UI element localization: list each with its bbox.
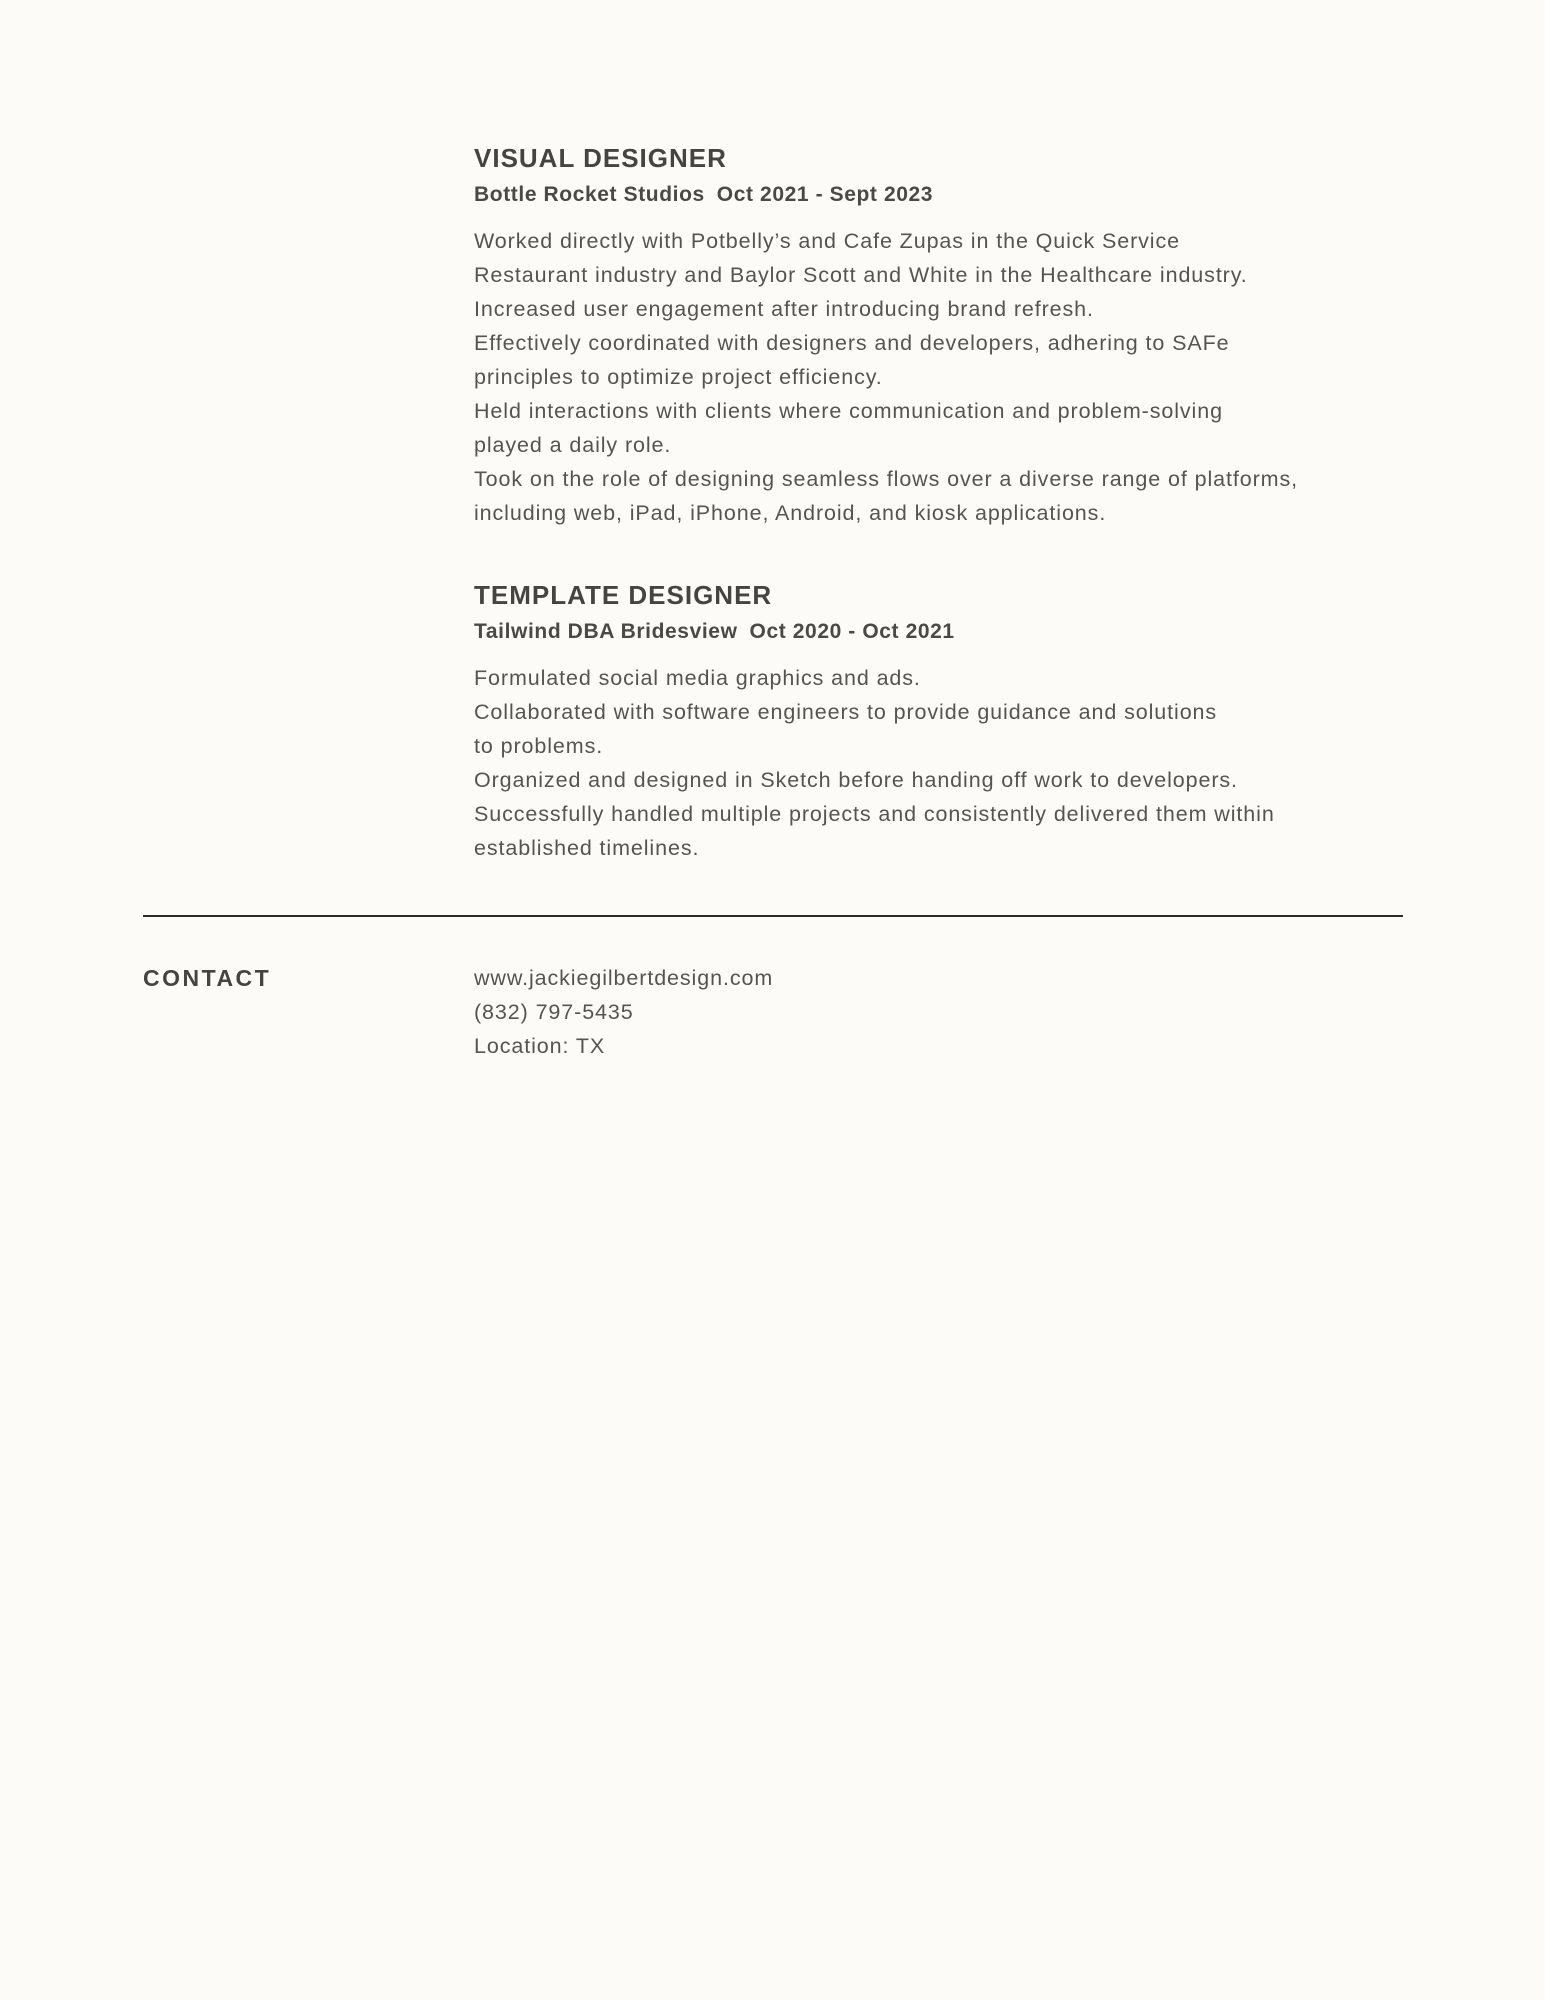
job-description xyxy=(474,661,1414,865)
job-description-line: to problems. xyxy=(474,734,604,758)
job-description-line: played a daily role. xyxy=(474,433,672,457)
job-description-line: Effectively coordinated with designers and developers, adhering to SAFe xyxy=(474,331,1230,355)
job-description-line: Worked directly with Potbelly’s and Cafe Zupas in the Quick Service xyxy=(474,229,1180,253)
section-divider xyxy=(143,915,1403,917)
contact-location: Location: TX xyxy=(474,1034,606,1058)
job-dates: Oct 2020 - Oct 2021 xyxy=(749,620,955,643)
job-description-line: Organized and designed in Sketch before handing off work to developers. xyxy=(474,768,1238,792)
experience-entry-template-designer xyxy=(474,579,1414,865)
job-dates: Oct 2021 - Sept 2023 xyxy=(716,183,934,206)
contact-phone: (832) 797-5435 xyxy=(474,1000,634,1024)
job-title: VISUAL DESIGNER xyxy=(474,143,727,173)
job-description-line: Took on the role of designing seamless flows over a diverse range of platforms, xyxy=(474,467,1298,491)
job-description-line: Successfully handled multiple projects and consistently delivered them within xyxy=(474,802,1275,826)
job-description-line: Formulated social media graphics and ads. xyxy=(474,666,921,690)
job-description-line: established timelines. xyxy=(474,836,700,860)
job-description-line: Restaurant industry and Baylor Scott and White in the Healthcare industry. xyxy=(474,263,1248,287)
job-description xyxy=(474,224,1414,530)
job-description-line: Held interactions with clients where communication and problem-solving xyxy=(474,399,1223,423)
job-description-line: including web, iPad, iPhone, Android, and kiosk applications. xyxy=(474,501,1107,525)
job-company: Tailwind DBA Bridesview xyxy=(474,620,738,643)
experience-entry-visual-designer xyxy=(474,142,1414,530)
contact-website-link[interactable]: www.jackiegilbertdesign.com xyxy=(474,966,774,990)
job-company-dates xyxy=(474,180,1414,210)
job-company-dates xyxy=(474,617,1414,647)
job-description-line: Increased user engagement after introducing brand refresh. xyxy=(474,297,1094,321)
job-company: Bottle Rocket Studios xyxy=(474,183,705,206)
contact-details xyxy=(474,961,1414,1063)
contact-heading: CONTACT xyxy=(143,965,272,991)
job-description-line: principles to optimize project efficiency. xyxy=(474,365,883,389)
job-title: TEMPLATE DESIGNER xyxy=(474,580,773,610)
job-description-line: Collaborated with software engineers to provide guidance and solutions xyxy=(474,700,1218,724)
